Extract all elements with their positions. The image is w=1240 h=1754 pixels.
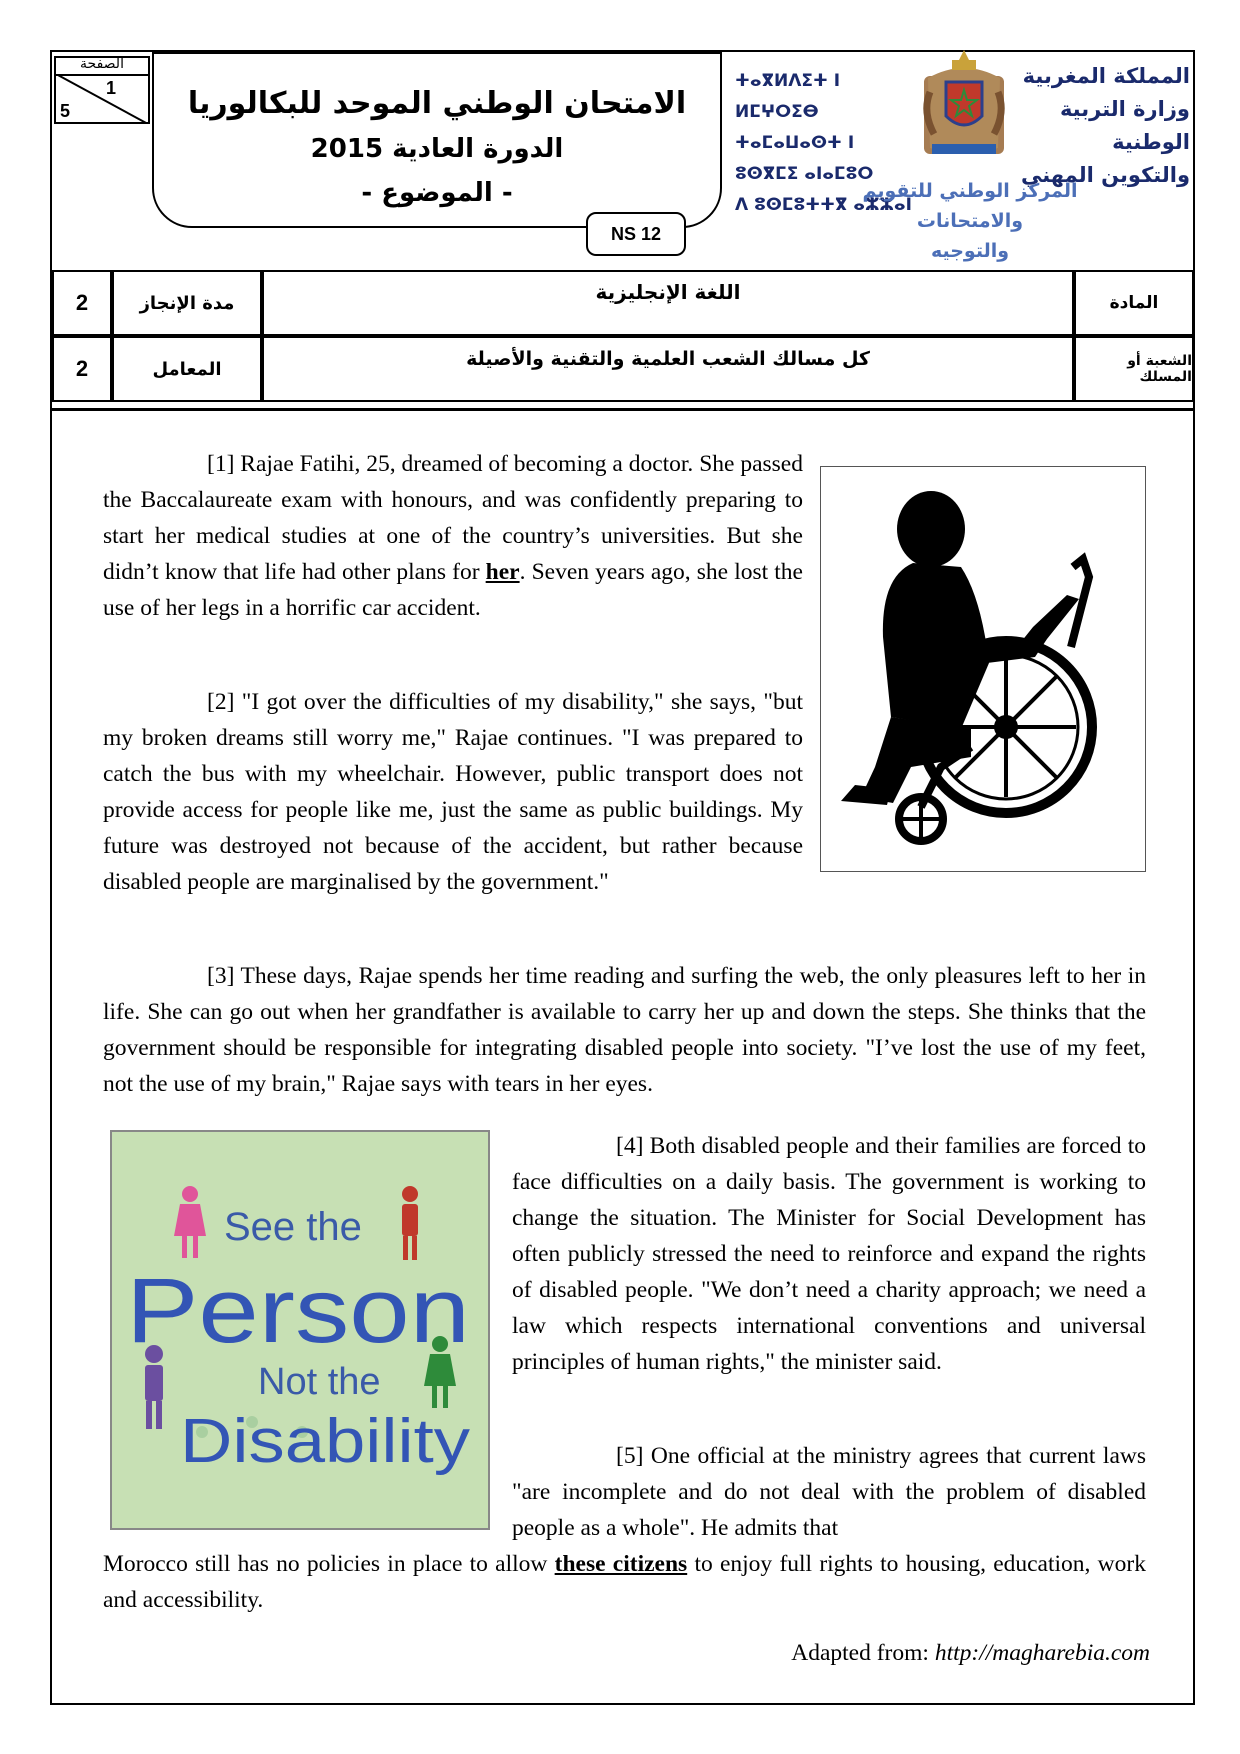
paragraph-3 [103,958,1146,1102]
poster-not-the: Not the [258,1361,381,1403]
exam-title: الامتحان الوطني الموحد للبكالوريا [187,86,687,121]
wheelchair-image [820,466,1146,872]
center-line-1: المركز الوطني للتقويم والامتحانات [862,180,1078,232]
coefficient-label: المعامل [112,336,262,402]
paragraph-4 [512,1128,1146,1380]
paragraph-5-part-1 [512,1438,1146,1546]
source-label: Adapted from: [791,1640,935,1666]
subject-label: المادة [1074,270,1194,336]
ministry-name [1005,60,1190,192]
source-link[interactable]: http://magharebia.com [934,1640,1150,1666]
evaluation-center-name [810,176,1130,266]
paragraph-4-text: [4] Both disabled people and their families are forced to face difficulties on a daily basis. The government is working to change the situation. The Minister for Social Development has often publicly stressed the need to reinforce and expand the rights of disabled people. "We don’t need a charity approach; we need a law which respects international conventions and universal principles of human rights," the minister said. [512,1133,1146,1375]
exam-subject-heading: - الموضوع - [361,178,513,208]
paragraph-2-text: [2] "I got over the difficulties of my disability," she says, "but my broken dreams still worry me," Rajae continues. "I was prepared to catch the bus with my wheelchair. However, public transport does not provide access for people like me, just the same as public buildings. My future was destroyed not because of the accident, but rather because disabled people are marginalised by the government." [103,689,803,895]
paragraph-1-reference-word: her [485,559,520,585]
poster-see-the: See the [224,1205,362,1249]
stream-value: كل مسالك الشعب العلمية والتقنية والأصيلة [262,336,1074,402]
paragraph-5-text-end: to enjoy full rights to housing, education, work and accessibility. [103,1551,1146,1613]
page-label: الصفحة [56,56,148,76]
ministry-line-2: وزارة التربية الوطنية [1059,97,1190,154]
exam-title-box [152,52,722,228]
page-total: 5 [60,101,71,121]
poster-graphic [112,1132,488,1528]
paragraph-1-text-end: . Seven years ago, she lost the use of her legs in a horrific car accident. [103,559,803,621]
source-attribution [700,1640,1150,1667]
coat-of-arms-icon [918,48,1010,160]
ministry-line-1: المملكة المغربية [1022,64,1190,88]
paragraph-1 [103,446,803,626]
poster-disability: Disability [180,1407,470,1476]
paragraph-1-text: [1] Rajae Fatihi, 25, dreamed of becoming a doctor. She passed the Baccalaureate exam with honours, and was confidently preparing to start her medical studies at one of the country’s universities. But she didn’t know that life had other plans for [103,451,803,585]
see-the-person-poster [110,1130,490,1530]
header-separator [50,408,1195,411]
center-line-2: والتوجيه [930,240,1010,262]
tifinagh-line-1: ⵜⴰⴳⵍⴷⵉⵜ ⵏ ⵍⵎⵖⵔⵉⴱ [735,71,841,122]
paragraph-5-part-2 [103,1546,1146,1618]
tifinagh-line-3: ⴷ ⵓⵙⵎⵓⵜⵜⴳ ⴰⵣⵣⴰⵏ [735,195,912,215]
duration-label: مدة الإنجاز [112,270,262,336]
poster-person: Person [126,1260,470,1362]
subject-value: اللغة الإنجليزية [262,270,1074,336]
exam-session: الدورة العادية 2015 [310,134,564,164]
page-counter [54,56,150,124]
person-in-wheelchair-icon [821,467,1145,871]
page-current: 1 [105,78,116,98]
coefficient-value: 2 [52,336,112,402]
stream-label: الشعبة أو المسلك [1074,336,1194,402]
paragraph-5-text-continued: Morocco still has no policies in place to allow [103,1551,555,1577]
tifinagh-line-2: ⵜⴰⵎⴰⵡⴰⵙⵜ ⵏ ⵓⵙⴳⵎⵉ ⴰⵏⴰⵎⵓⵔ [735,133,874,184]
ministry-line-3: والتكوين المهني [1020,163,1190,187]
paragraph-3-text: [3] These days, Rajae spends her time reading and surfing the web, the only pleasures left to her in life. She can go out when her grandfather is available to carry her up and down the steps. She thinks that the government should be responsible for integrating disabled people into society. "I’ve lost the use of my feet, not the use of my brain," Rajae says with tears in her eyes. [103,963,1146,1097]
exam-code: NS 12 [586,212,686,256]
paragraph-5-reference-phrase: these citizens [554,1551,688,1577]
paragraph-5-text: [5] One official at the ministry agrees that current laws "are incomplete and do not deal with the problem of disabled people as a whole". He admits that [512,1443,1146,1541]
paragraph-2 [103,684,803,900]
duration-value: 2 [52,270,112,336]
